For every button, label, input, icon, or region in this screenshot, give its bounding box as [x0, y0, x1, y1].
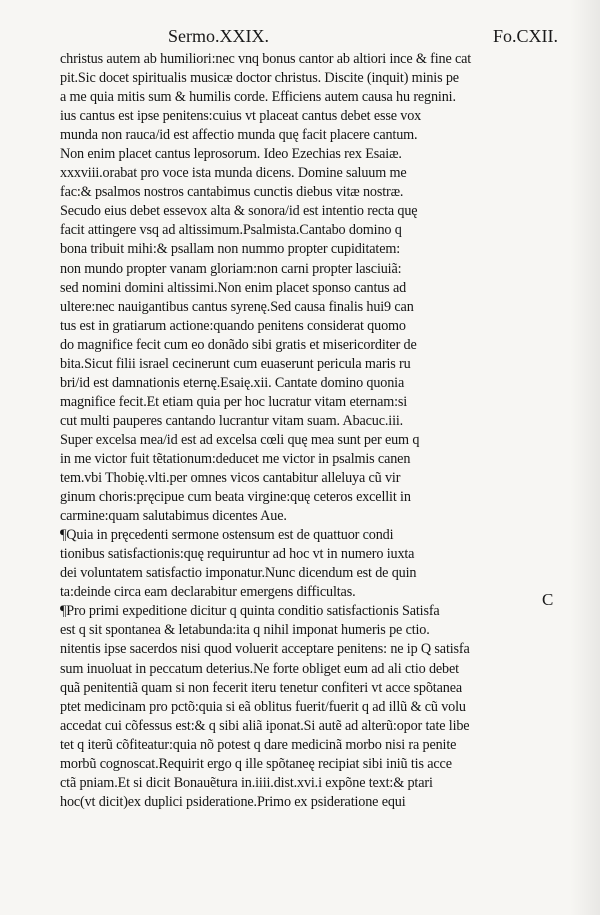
sermon-number: Sermo.XXIX. [168, 26, 269, 46]
text-line: xxxviii.orabat pro voce ista munda dicens. Domine saluum me [60, 165, 407, 182]
body-text [60, 50, 560, 812]
text-line: christus autem ab humiliori:nec vnq bonus cantor ab altiori ince & fine cat [60, 51, 472, 67]
text-line: ptet medicinam pro pctõ:quia si eã oblitus fuerit/fuerit q ad illũ & cũ volu [60, 698, 466, 715]
text-line: fac:& psalmos nostros cantabimus cunctis diebus vitæ nostræ. [60, 184, 404, 201]
margin-letter: C [542, 590, 554, 609]
text-line: ¶Quia in pręcedenti sermone ostensum est de quattuor condi [60, 527, 394, 544]
text-line: nitentis ipse sacerdos nisi quod voluerit acceptare penitens: ne ip Q satisfa [60, 641, 470, 658]
text-line: Secudo eius debet essevox alta & sonora/id est intentio recta quę [60, 203, 418, 220]
text-line: carmine:quam salutabimus dicentes Aue. [60, 508, 287, 525]
text-line: sed nomini domini altissimi.Non enim placet sponso cantus ad [60, 279, 407, 296]
text-line: tem.vbi Thobię.vlti.per omnes vicos cantabitur alleluya cũ vir [60, 470, 401, 487]
running-header [168, 26, 558, 48]
text-line: in me victor fuit tẽtationum:deducet me victor in psalmis canen [60, 450, 411, 467]
page-edge-shadow [570, 0, 600, 915]
text-line: hoc(vt dicit)ex duplici psideratione.Primo ex psideratione equi [60, 793, 406, 810]
text-line: non mundo propter vanam gloriam:non carni propter lasciuiã: [60, 260, 402, 277]
text-line: munda non rauca/id est affectio munda quę facit placere cantum. [60, 127, 418, 144]
text-line: ius cantus est ipse penitens:cuius vt placeat cantus debet esse vox [60, 108, 422, 125]
text-line: a me quia mitis sum & humilis corde. Efficiens autem causa hu regnini. [60, 89, 456, 106]
text-line: tionibus satisfactionis:quę requiruntur ad hoc vt in numero iuxta [60, 546, 415, 563]
text-line: bita.Sicut filii israel cecinerunt cum euaserunt pericula maris ru [60, 355, 411, 372]
text-line: ta:deinde circa eam declarabitur emergens difficultas. [60, 584, 356, 601]
text-line: accedat cui cõfessus est:& q sibi aliã iponat.Si autẽ ad alterũ:opor tate libe [60, 717, 470, 734]
text-line: Super excelsa mea/id est ad excelsa cœli quę mea sunt per eum q [60, 431, 420, 448]
text-line: facit attingere vsq ad altissimum.Psalmista.Cantabo domino q [60, 222, 402, 239]
folio-number: Fo.CXII. [492, 26, 558, 46]
text-line: ¶Pro primi expeditione dicitur q quinta conditio satisfactionis Satisfa [60, 603, 440, 620]
text-line: cut multi pauperes cantando lucrantur vitam suam. Abacuc.iii. [60, 412, 404, 429]
text-line: tet q iterũ cõfiteatur:quia nõ potest q dare medicinã morbo nisi ra penite [60, 736, 457, 753]
text-line: sum inuoluat in peccatum deterius.Ne forte obliget eum ad ali ctio debet [60, 660, 459, 677]
text-line: ctã pniam.Et si dicit Bonauẽtura in.iiii.dist.xvi.i expõne text:& ptari [60, 774, 433, 791]
text-line: ultere:nec nauigantibus cantus syrenę.Sed causa finalis hui9 can [60, 298, 414, 315]
text-line: Non enim placet cantus leprosorum. Ideo Ezechias rex Esaiæ. [60, 146, 402, 163]
text-line: magnifice fecit.Et etiam quia per hoc lucratur vitam eternam:si [60, 393, 408, 410]
text-line: bri/id est damnationis eternę.Esaię.xii. Cantate domino quonia [60, 374, 405, 391]
text-line: tus est in gratiarum actione:quando penitens considerat quomo [60, 317, 406, 334]
text-line: quã penitentiã quam si non fecerit iteru tenetur confiteri vt acce spõtanea [60, 679, 462, 696]
text-line: ginum choris:pręcipue cum beata virgine:quę ceteros excellit in [60, 489, 411, 506]
text-line: dei voluntatem satisfactio imponatur.Nunc dicendum est de quin [60, 565, 417, 582]
text-line: morbũ cognoscat.Requirit ergo q ille spõtaneę recipiat sibi iniũ tis acce [60, 755, 452, 772]
text-line: est q sit spontanea & letabunda:ita q nihil imponat humeris pe ctio. [60, 622, 430, 639]
text-line: bona tribuit mihi:& psallam non nummo propter cupiditatem: [60, 241, 401, 258]
text-line: do magnifice fecit cum eo donãdo sibi gratis et misericorditer de [60, 336, 417, 353]
text-line: pit.Sic docet spiritualis musicæ doctor christus. Discite (inquit) minis pe [60, 70, 459, 87]
